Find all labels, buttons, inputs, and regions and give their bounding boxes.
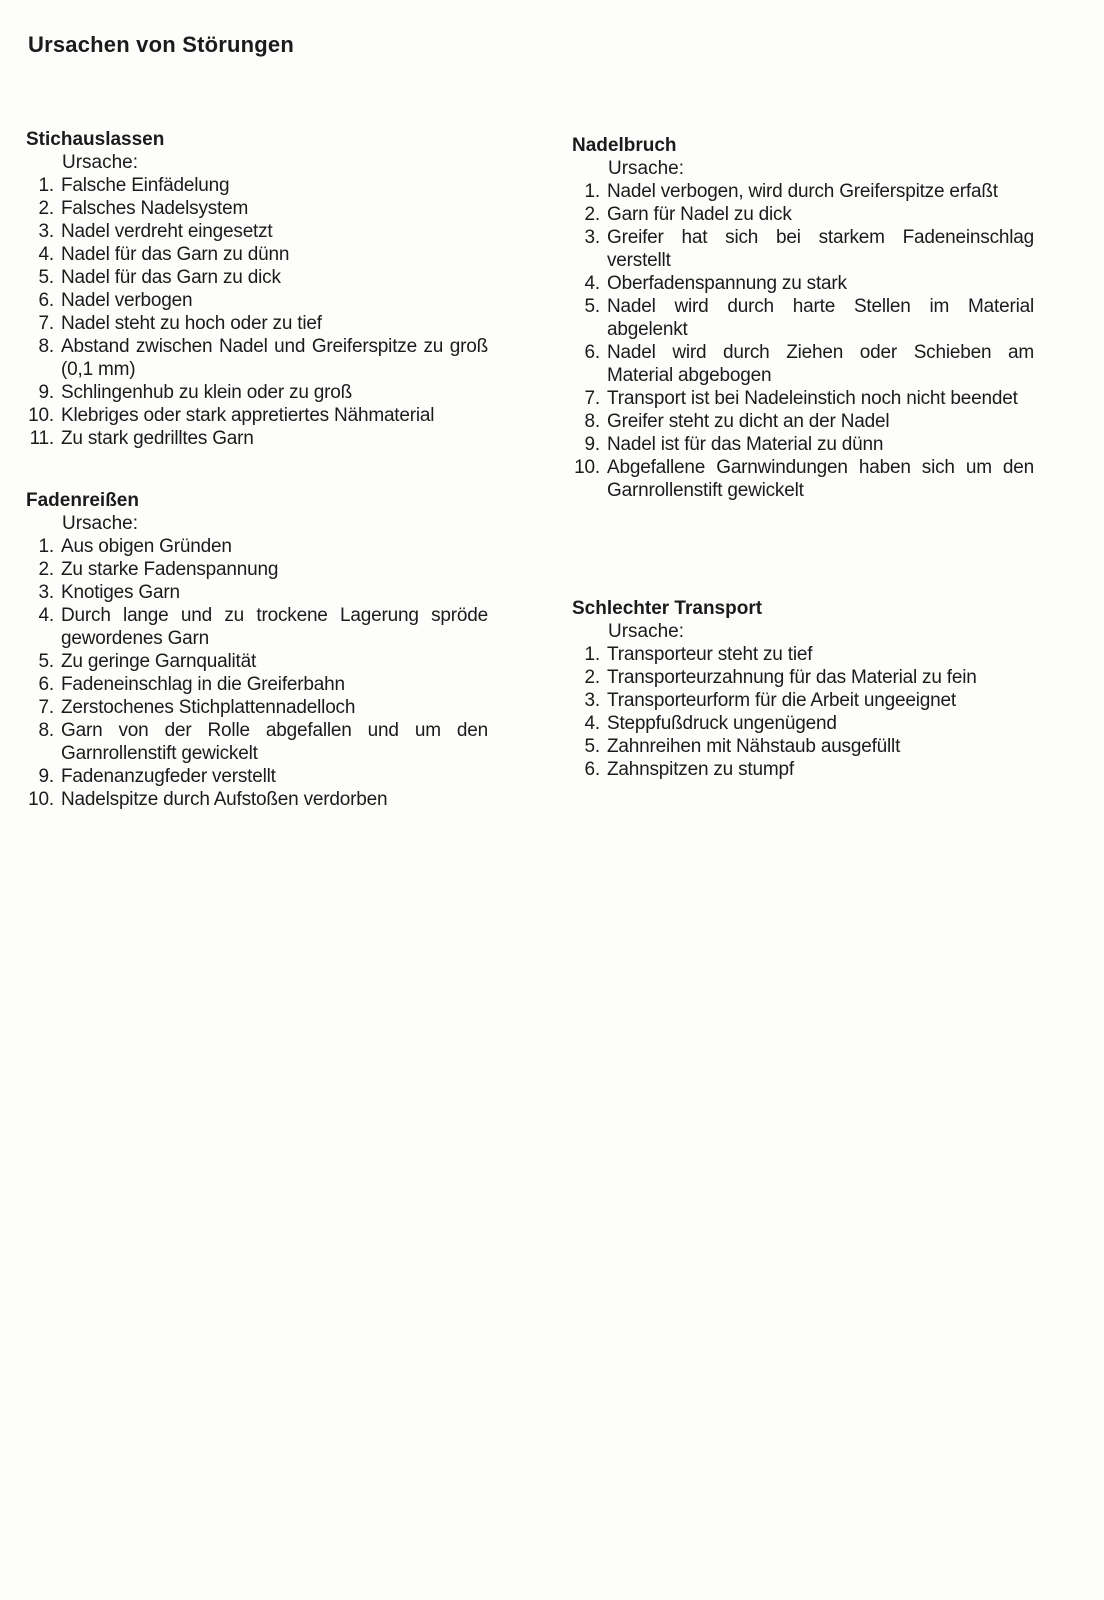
- cause-item-text: Durch lange und zu trockene Lagerung spröde gewordenes Garn: [61, 605, 488, 649]
- section-heading: Stichauslassen: [26, 129, 165, 150]
- cause-item-number: 7.: [584, 388, 600, 409]
- cause-item: [26, 174, 488, 197]
- cause-item-text: Steppfußdruck ungenügend: [607, 713, 837, 734]
- cause-item: [26, 381, 488, 404]
- cause-item-number: 5.: [584, 736, 600, 757]
- cause-item: [572, 226, 1034, 272]
- cause-item: [572, 666, 1034, 689]
- cause-item: [26, 266, 488, 289]
- cause-item: [26, 581, 488, 604]
- cause-item: [26, 335, 488, 381]
- cause-list: [26, 174, 488, 450]
- cause-item-text: Fadenanzugfeder verstellt: [61, 766, 276, 787]
- cause-item-text: Zahnspitzen zu stumpf: [607, 759, 794, 780]
- cause-item-text: Fadeneinschlag in die Greiferbahn: [61, 674, 345, 695]
- section-schlechter-transport: [572, 597, 1034, 781]
- cause-item-text: Falsches Nadelsystem: [61, 198, 249, 219]
- cause-item: [572, 433, 1034, 456]
- cause-item-text: Greifer hat sich bei starkem Fadeneinschlag verstellt: [607, 227, 1034, 271]
- cause-item-text: Nadel verdreht eingesetzt: [61, 221, 273, 242]
- cause-item-number: 6.: [584, 759, 600, 780]
- cause-item-text: Zu geringe Garnqualität: [61, 651, 257, 672]
- cause-item-number: 10.: [574, 457, 600, 478]
- cause-list: [572, 643, 1034, 781]
- cause-item-text: Abgefallene Garnwindungen haben sich um den Garnrollenstift gewickelt: [607, 457, 1034, 501]
- cause-item-number: 1.: [38, 536, 54, 557]
- cause-item: [26, 220, 488, 243]
- cause-item: [26, 765, 488, 788]
- cause-item: [572, 341, 1034, 387]
- cause-item-number: 2.: [584, 667, 600, 688]
- cause-item-number: 6.: [38, 674, 54, 695]
- cause-item-text: Transporteur steht zu tief: [607, 644, 813, 665]
- cause-item-text: Klebriges oder stark appretiertes Nähmaterial: [61, 405, 435, 426]
- cause-item: [26, 650, 488, 673]
- cause-item-text: Nadelspitze durch Aufstoßen verdorben: [61, 789, 388, 810]
- cause-item: [572, 735, 1034, 758]
- section-heading: Fadenreißen: [26, 490, 139, 511]
- cause-item: [26, 604, 488, 650]
- cause-item-number: 4.: [584, 273, 600, 294]
- cause-item-number: 10.: [28, 405, 54, 426]
- page-title: Ursachen von Störungen: [28, 32, 294, 57]
- section-stichauslassen: [26, 128, 488, 450]
- cause-item-number: 2.: [584, 204, 600, 225]
- cause-item-number: 4.: [38, 605, 54, 626]
- cause-label: Ursache:: [62, 152, 139, 173]
- cause-item: [572, 295, 1034, 341]
- cause-item: [26, 788, 488, 811]
- cause-item: [26, 197, 488, 220]
- cause-item-number: 11.: [29, 428, 54, 449]
- cause-item-text: Aus obigen Gründen: [61, 536, 232, 557]
- cause-item-number: 9.: [38, 766, 54, 787]
- cause-item: [26, 243, 488, 266]
- section-heading: Schlechter Transport: [572, 598, 763, 619]
- cause-item-text: Transport ist bei Nadeleinstich noch nicht beendet: [607, 388, 1018, 409]
- cause-item: [26, 427, 488, 450]
- section-nadelbruch: [572, 134, 1034, 502]
- cause-item-number: 3.: [38, 221, 54, 242]
- cause-item-number: 2.: [38, 198, 54, 219]
- cause-item: [26, 696, 488, 719]
- cause-item-number: 3.: [38, 582, 54, 603]
- cause-item-number: 8.: [38, 336, 54, 357]
- cause-item-text: Schlingenhub zu klein oder zu groß: [61, 382, 353, 403]
- cause-item-text: Nadel für das Garn zu dick: [61, 267, 281, 288]
- cause-item-text: Greifer steht zu dicht an der Nadel: [607, 411, 890, 432]
- cause-item: [572, 643, 1034, 666]
- cause-item-text: Nadel wird durch harte Stellen im Material abgelenkt: [607, 296, 1034, 340]
- cause-item: [26, 535, 488, 558]
- cause-item-text: Zu starke Fadenspannung: [61, 559, 279, 580]
- cause-item-text: Falsche Einfädelung: [61, 175, 230, 196]
- cause-item-text: Nadel ist für das Material zu dünn: [607, 434, 884, 455]
- cause-item-text: Garn für Nadel zu dick: [607, 204, 792, 225]
- cause-item-text: Zahnreihen mit Nähstaub ausgefüllt: [607, 736, 901, 757]
- cause-item-number: 1.: [584, 644, 600, 665]
- cause-item-number: 8.: [584, 411, 600, 432]
- cause-item-text: Nadel für das Garn zu dünn: [61, 244, 290, 265]
- cause-item-number: 10.: [28, 789, 54, 810]
- cause-item-number: 1.: [584, 181, 600, 202]
- cause-item-text: Zerstochenes Stichplattennadelloch: [61, 697, 356, 718]
- cause-item-text: Transporteurform für die Arbeit ungeeignet: [607, 690, 956, 711]
- cause-item-text: Knotiges Garn: [61, 582, 180, 603]
- section-heading: Nadelbruch: [572, 135, 677, 156]
- cause-item: [26, 558, 488, 581]
- cause-item-number: 2.: [38, 559, 54, 580]
- cause-item-text: Nadel steht zu hoch oder zu tief: [61, 313, 322, 334]
- cause-item-number: 5.: [584, 296, 600, 317]
- cause-item-number: 5.: [38, 651, 54, 672]
- cause-item-text: Garn von der Rolle abgefallen und um den Garnrollenstift gewickelt: [61, 720, 488, 764]
- cause-item: [26, 404, 488, 427]
- cause-item-text: Nadel wird durch Ziehen oder Schieben am Material abgebogen: [607, 342, 1034, 386]
- cause-item-number: 4.: [584, 713, 600, 734]
- cause-item-number: 3.: [584, 227, 600, 248]
- cause-item: [572, 689, 1034, 712]
- cause-list: [26, 535, 488, 811]
- cause-item-number: 6.: [38, 290, 54, 311]
- cause-item-number: 1.: [38, 175, 54, 196]
- cause-label: Ursache:: [62, 513, 139, 534]
- cause-label: Ursache:: [608, 621, 685, 642]
- cause-item: [572, 180, 1034, 203]
- cause-item-text: Zu stark gedrilltes Garn: [61, 428, 254, 449]
- cause-item: [572, 410, 1034, 433]
- cause-item: [572, 712, 1034, 735]
- cause-item-number: 9.: [584, 434, 600, 455]
- cause-item-text: Nadel verbogen, wird durch Greiferspitze erfaßt: [607, 181, 998, 202]
- cause-item: [26, 289, 488, 312]
- cause-item-number: 3.: [584, 690, 600, 711]
- cause-item: [26, 312, 488, 335]
- cause-item-number: 6.: [584, 342, 600, 363]
- cause-item: [26, 673, 488, 696]
- cause-item-text: Nadel verbogen: [61, 290, 193, 311]
- cause-item: [572, 758, 1034, 781]
- cause-item: [572, 387, 1034, 410]
- cause-item-number: 4.: [38, 244, 54, 265]
- cause-item-number: 7.: [38, 697, 54, 718]
- cause-item-number: 9.: [38, 382, 54, 403]
- cause-item-number: 8.: [38, 720, 54, 741]
- cause-item: [26, 719, 488, 765]
- cause-item: [572, 203, 1034, 226]
- cause-item: [572, 272, 1034, 295]
- cause-item-text: Abstand zwischen Nadel und Greiferspitze zu groß (0,1 mm): [61, 336, 488, 380]
- section-fadenreissen: [26, 489, 488, 811]
- cause-item-text: Oberfadenspannung zu stark: [607, 273, 847, 294]
- cause-list: [572, 180, 1034, 502]
- cause-item-number: 7.: [38, 313, 54, 334]
- cause-item: [572, 456, 1034, 502]
- cause-item-number: 5.: [38, 267, 54, 288]
- cause-label: Ursache:: [608, 158, 685, 179]
- cause-item-text: Transporteurzahnung für das Material zu fein: [607, 667, 977, 688]
